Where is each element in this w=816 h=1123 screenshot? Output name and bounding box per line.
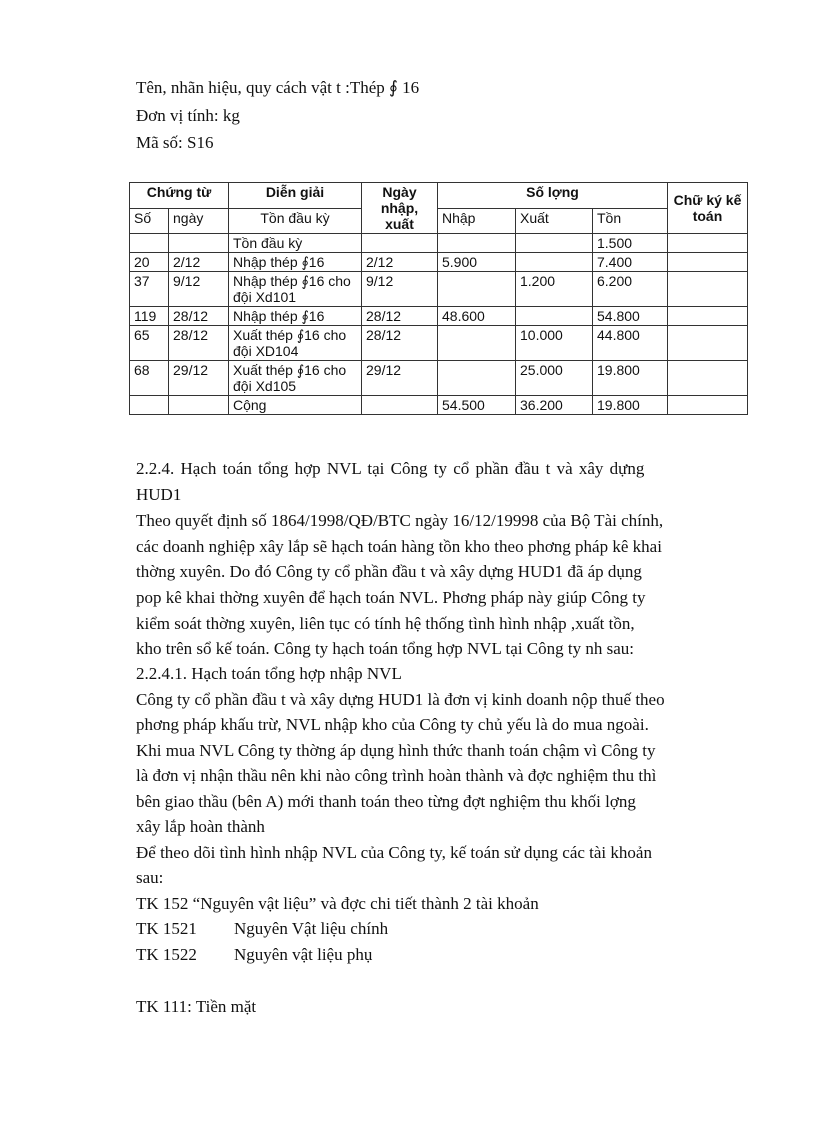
cell-ton: 6.200 xyxy=(593,272,668,307)
cell-so: 37 xyxy=(130,272,169,307)
cell-ngay-nx: 29/12 xyxy=(362,361,438,396)
paragraph-line: thờng xuyên. Do đó Công ty cổ phần đầu t và xây dựng HUD1 đã áp dụng xyxy=(136,562,642,581)
section-heading-2-2-4: 2.2.4. Hạch toán tổng hợp NVL tại Công ty cổ phần đầu t và xây dựng xyxy=(136,459,645,478)
paragraph-line: Để theo dõi tình hình nhập NVL của Công ty, kế toán sử dụng các tài khoản xyxy=(136,843,652,862)
paragraph-line: Khi mua NVL Công ty thờng áp dụng hình thức thanh toán chậm vì Công ty xyxy=(136,741,656,760)
cell-xuat: 25.000 xyxy=(516,361,593,396)
header-so-luong: Số lợng xyxy=(438,183,668,209)
table-row xyxy=(130,307,748,326)
cell-ngay xyxy=(169,234,229,253)
paragraph-line: Theo quyết định số 1864/1998/QĐ/BTC ngày 16/12/19998 của Bộ Tài chính, xyxy=(136,511,664,530)
paragraph-line: sau: xyxy=(136,868,164,887)
cell-chu-ky xyxy=(668,326,748,361)
header-chung-tu: Chứng từ xyxy=(130,183,229,209)
cell-ton: 19.800 xyxy=(593,361,668,396)
account-name: Nguyên vật liệu phụ xyxy=(234,945,373,964)
section-heading-2-2-4-1: 2.2.4.1. Hạch toán tổng hợp nhập NVL xyxy=(136,664,402,683)
cell-so: 119 xyxy=(130,307,169,326)
account-name: Nguyên Vật liệu chính xyxy=(234,919,389,938)
cell-ngay-nx: 2/12 xyxy=(362,253,438,272)
header-ngay-nhap-xuat: Ngày nhập, xuất xyxy=(362,183,438,234)
cell-nhap: 54.500 xyxy=(438,396,516,415)
paragraph-line: xây lắp hoàn thành xyxy=(136,817,265,836)
unit-line: Đơn vị tính: kg xyxy=(136,106,240,125)
cell-nhap xyxy=(438,361,516,396)
cell-dien-giai: Cộng xyxy=(229,396,362,415)
cell-dien-giai: Nhập thép ∮16 xyxy=(229,253,362,272)
cell-nhap xyxy=(438,326,516,361)
cell-ngay: 9/12 xyxy=(169,272,229,307)
cell-chu-ky xyxy=(668,396,748,415)
paragraph-line: kiểm soát thờng xuyên, liên tục có tính hệ thống tình hình nhập ,xuất tồn, xyxy=(136,614,635,633)
table-row xyxy=(130,234,748,253)
cell-dien-giai: Tồn đầu kỳ xyxy=(229,234,362,253)
paragraph-line: phơng pháp khấu trừ, NVL nhập kho của Công ty chủ yếu là do mua ngoài. xyxy=(136,715,649,734)
cell-chu-ky xyxy=(668,253,748,272)
table-subheader-row xyxy=(130,208,748,234)
cell-chu-ky xyxy=(668,272,748,307)
table-row xyxy=(130,361,748,396)
paragraph-line: Công ty cổ phần đầu t và xây dựng HUD1 là đơn vị kinh doanh nộp thuế theo xyxy=(136,690,665,709)
paragraph-line: bên giao thầu (bên A) mới thanh toán theo từng đợt nghiệm thu khối lợng xyxy=(136,792,636,811)
table-total-row xyxy=(130,396,748,415)
header-nhap: Nhập xyxy=(438,208,516,234)
paragraph-line: là đơn vị nhận thầu nên khi nào công trình hoàn thành và đợc nghiệm thu thì xyxy=(136,766,657,785)
account-tk111: TK 111: Tiền mặt xyxy=(136,997,257,1016)
table-row xyxy=(130,272,748,307)
table-header-row xyxy=(130,183,748,209)
cell-nhap: 48.600 xyxy=(438,307,516,326)
header-ngay: ngày xyxy=(169,208,229,234)
cell-so xyxy=(130,234,169,253)
cell-xuat xyxy=(516,253,593,272)
table-row xyxy=(130,326,748,361)
header-ton-dau-ky: Tồn đầu kỳ xyxy=(229,208,362,234)
cell-ngay: 2/12 xyxy=(169,253,229,272)
cell-ngay: 28/12 xyxy=(169,326,229,361)
cell-chu-ky xyxy=(668,307,748,326)
account-tk1522 xyxy=(136,945,372,965)
table-row xyxy=(130,253,748,272)
cell-ton: 54.800 xyxy=(593,307,668,326)
header-xuat: Xuất xyxy=(516,208,593,234)
cell-ngay-nx: 28/12 xyxy=(362,326,438,361)
cell-xuat: 1.200 xyxy=(516,272,593,307)
paragraph-line: kho trên sổ kế toán. Công ty hạch toán tổng hợp NVL tại Công ty nh sau: xyxy=(136,639,634,658)
cell-so: 20 xyxy=(130,253,169,272)
cell-ton: 44.800 xyxy=(593,326,668,361)
paragraph-line: các doanh nghiệp xây lắp sẽ hạch toán hàng tồn kho theo phơng pháp kê khai xyxy=(136,537,662,556)
cell-ngay-nx xyxy=(362,396,438,415)
cell-dien-giai: Nhập thép ∮16 cho đội Xd101 xyxy=(229,272,362,307)
cell-nhap xyxy=(438,272,516,307)
cell-dien-giai: Xuất thép ∮16 cho đội Xd105 xyxy=(229,361,362,396)
cell-ngay-nx: 9/12 xyxy=(362,272,438,307)
header-dien-giai: Diễn giải xyxy=(229,183,362,209)
cell-xuat xyxy=(516,234,593,253)
account-tk1521 xyxy=(136,919,388,939)
header-ton: Tồn xyxy=(593,208,668,234)
section-heading-2-2-4-cont: HUD1 xyxy=(136,485,182,504)
material-name-line: Tên, nhãn hiệu, quy cách vật t :Thép ∮ 16 xyxy=(136,78,420,97)
cell-ngay: 29/12 xyxy=(169,361,229,396)
paragraph-line: pop kê khai thờng xuyên để hạch toán NVL. Phơng pháp này giúp Công ty xyxy=(136,588,646,607)
cell-ngay: 28/12 xyxy=(169,307,229,326)
cell-chu-ky xyxy=(668,234,748,253)
header-so: Số xyxy=(130,208,169,234)
cell-xuat xyxy=(516,307,593,326)
cell-chu-ky xyxy=(668,361,748,396)
account-code: TK 1521 xyxy=(136,919,197,938)
cell-dien-giai: Nhập thép ∮16 xyxy=(229,307,362,326)
cell-ngay-nx: 28/12 xyxy=(362,307,438,326)
cell-ton: 19.800 xyxy=(593,396,668,415)
cell-so xyxy=(130,396,169,415)
code-line: Mã số: S16 xyxy=(136,133,214,152)
cell-nhap: 5.900 xyxy=(438,253,516,272)
cell-dien-giai: Xuất thép ∮16 cho đội XD104 xyxy=(229,326,362,361)
cell-ton: 7.400 xyxy=(593,253,668,272)
header-chu-ky: Chữ ký kế toán xyxy=(668,183,748,234)
cell-ngay-nx xyxy=(362,234,438,253)
account-code: TK 1522 xyxy=(136,945,197,964)
cell-ngay xyxy=(169,396,229,415)
cell-nhap xyxy=(438,234,516,253)
cell-xuat: 10.000 xyxy=(516,326,593,361)
cell-so: 68 xyxy=(130,361,169,396)
cell-ton: 1.500 xyxy=(593,234,668,253)
inventory-ledger-table xyxy=(129,182,748,415)
cell-so: 65 xyxy=(130,326,169,361)
cell-xuat: 36.200 xyxy=(516,396,593,415)
account-tk152: TK 152 “Nguyên vật liệu” và đợc chi tiết thành 2 tài khoản xyxy=(136,894,539,913)
